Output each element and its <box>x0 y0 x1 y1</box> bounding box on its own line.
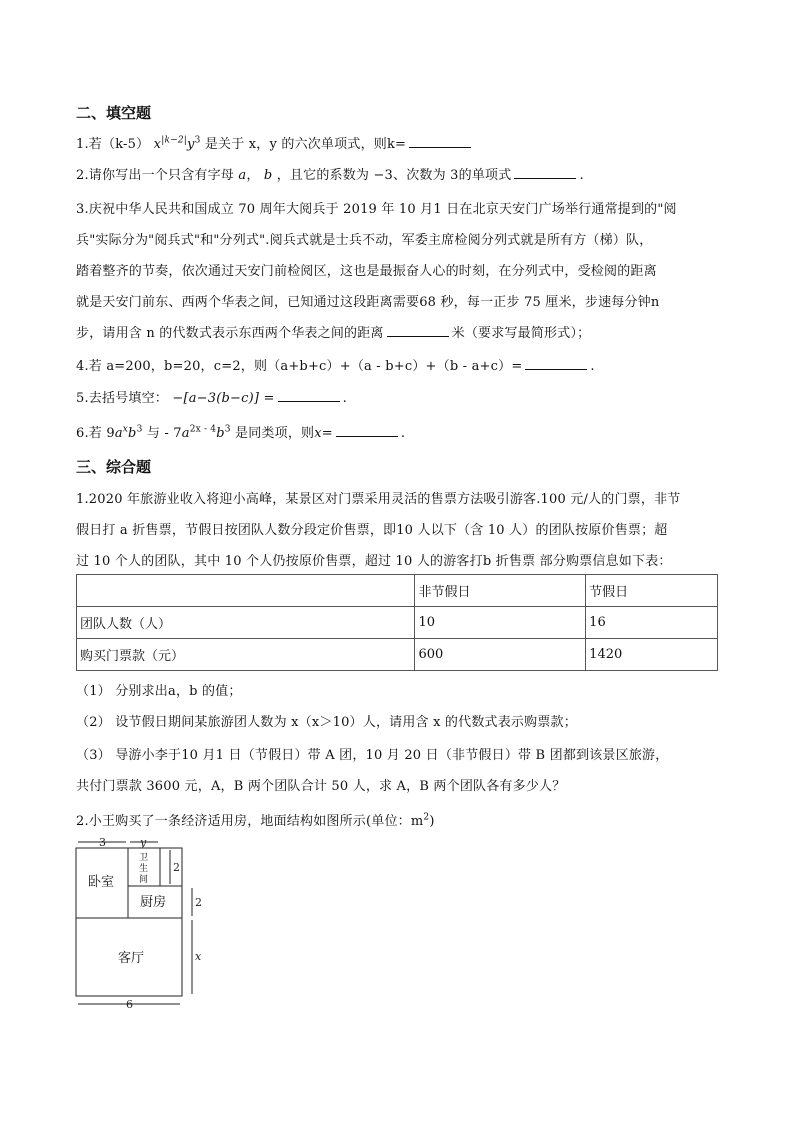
problem-3-2: 2.小王购买了一条经济适用房，地面结构如图所示(单位：$m^2$) <box>76 812 435 829</box>
table-cell: 节假日 <box>586 575 718 607</box>
question-2-3-line-4: 就是天安门前东、西两个华表之间，已知通过这段距离需要68 秒，每一正步 75 厘米，步速每分钟n <box>76 295 660 310</box>
answer-blank <box>514 166 576 179</box>
table-cell: 16 <box>586 607 718 639</box>
table-cell: 团队人数（人） <box>77 607 415 639</box>
question-2-1: 1.若（k-5） $x^{|k-2|}y^3$ 是关于 x，y 的六次单项式，则k= <box>76 133 474 152</box>
table-cell: 购买门票款（元） <box>77 639 415 671</box>
dim-label-x: x <box>195 950 202 963</box>
sub-question-2: （2） 设节假日期间某旅游团人数为 x（x＞10）人，请用含 x 的代数式表示购票款； <box>76 715 577 730</box>
dim-label-bath: 2 <box>173 861 180 874</box>
table-cell: 600 <box>415 639 586 671</box>
question-2-3-line-3: 踏着整齐的节奏，依次通过天安门前检阅区，这也是最振奋人心的时刻，在分列式中，受检阅的距离 <box>76 264 657 279</box>
answer-blank <box>409 135 471 148</box>
table-cell: 10 <box>415 607 586 639</box>
table-cell: 非节假日 <box>415 575 586 607</box>
section-2-heading: 二、填空题 <box>76 104 152 122</box>
answer-blank <box>525 357 587 370</box>
dim-label-y: y <box>140 838 147 849</box>
room-label-bathroom-3: 间 <box>139 875 149 885</box>
dim-label-kitchen: 2 <box>195 896 202 909</box>
floor-plan-diagram <box>74 838 214 1010</box>
table-row <box>77 607 718 639</box>
table-header-row <box>77 575 718 607</box>
question-2-2: 2.请你写出一个只含有字母 a， b ，且它的系数为 −3、次数为 3的单项式 . <box>76 168 584 183</box>
sub-question-1: （1） 分别求出a，b 的值； <box>76 684 242 699</box>
sub-question-3-line-1: （3） 导游小李于10 月1 日（节假日）带 A 团，10 月 20 日（非节假日）带 B 团都到该景区旅游， <box>76 748 669 763</box>
answer-blank <box>336 424 398 437</box>
answer-blank <box>278 389 340 402</box>
sub-question-3-line-2: 共付门票款 3600 元，A，B 两个团队合计 50 人，求 A，B 两个团队各有多少人？ <box>76 779 566 794</box>
room-label-bathroom-1: 卫 <box>139 853 149 863</box>
room-label-kitchen: 厨房 <box>140 895 167 910</box>
question-2-5: 5.去括号填空： −[a−3(b−c)] = . <box>76 391 347 406</box>
floor-outline <box>76 848 182 996</box>
table-row <box>77 639 718 671</box>
question-2-3-line-1: 3.庆祝中华人民共和国成立 70 周年大阅兵于 2019 年 10 月1 日在北京天安门广场举行通常提到的"阅 <box>76 202 677 217</box>
room-label-bathroom-2: 生 <box>139 864 149 874</box>
answer-blank <box>387 324 449 337</box>
dim-label-6: 6 <box>126 998 133 1010</box>
problem-3-1-line-3: 过 10 个人的团队，其中 10 个人仍按原价售票，超过 10 人的游客打b 折售票 部分购票信息如下表： <box>76 554 672 569</box>
question-2-6: 6.若 $9a^xb^3$ 与 - $7a^{2x - 4}b^3$ 是同类项，则x= . <box>76 424 406 441</box>
question-2-3-line-5: 步，请用含 n 的代数式表示东西两个华表之间的距离 米（要求写最简形式）； <box>76 326 591 341</box>
problem-3-1-line-2: 假日打 a 折售票，节假日按团队人数分段定价售票，即10 人以下（含 10 人）的团队按原价售票；超 <box>76 523 668 538</box>
table-cell: 1420 <box>586 639 718 671</box>
problem-3-1-line-1: 1.2020 年旅游业收入将迎小高峰，某景区对门票采用灵活的售票方法吸引游客.100 元/人的门票，非节 <box>76 492 681 507</box>
room-label-bedroom: 卧室 <box>88 875 115 890</box>
question-2-4: 4.若 a=200，b=20，c=2，则（a+b+c）+（a - b+c）+（b - a+c）= . <box>76 359 595 374</box>
dim-label-3: 3 <box>99 838 106 849</box>
table-cell <box>77 575 415 607</box>
ticket-table <box>76 574 718 671</box>
room-label-living: 客厅 <box>118 951 145 966</box>
question-2-3-line-2: 兵"实际分为"阅兵式"和"分列式".阅兵式就是士兵不动，军委主席检阅分列式就是所有方（梯）队， <box>76 233 653 248</box>
section-3-heading: 三、综合题 <box>76 458 152 476</box>
